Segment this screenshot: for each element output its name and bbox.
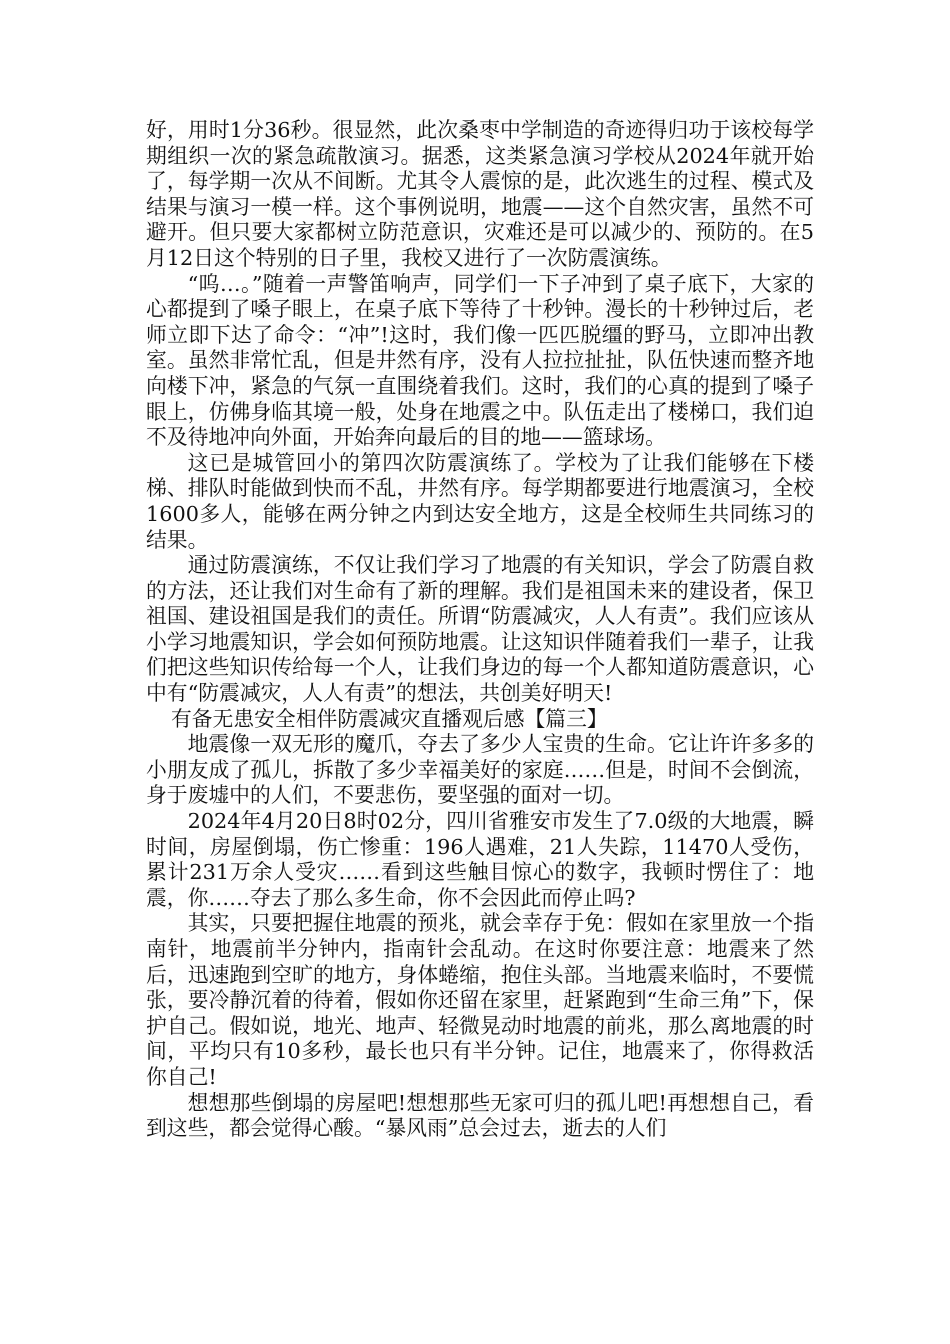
paragraph-5: 地震像一双无形的魔爪，夺去了多少人宝贵的生命。它让许许多多的小朋友成了孤儿，拆散了多少幸福美好的家庭……但是，时间不会倒流，身于废墟中的人们，不要悲伤，要坚强的面对一切。 xyxy=(146,732,814,808)
document-body xyxy=(146,118,814,1142)
paragraph-7: 其实，只要把握住地震的预兆，就会幸存于免：假如在家里放一个指南针，地震前半分钟内，指南针会乱动。在这时你要注意：地震来了然后，迅速跑到空旷的地方，身体蜷缩，抱住头部。当地震来临时，不要慌张，要冷静沉着的待着，假如你还留在家里，赶紧跑到“生命三角”下，保护自己。假如说，地光、地声、轻微晃动时地震的前兆，那么离地震的时间，平均只有10多秒，最长也只有半分钟。记住，地震来了，你得救活你自己! xyxy=(146,911,814,1089)
paragraph-6: 2024年4月20日8时02分，四川省雅安市发生了7.0级的大地震，瞬时间，房屋倒塌，伤亡惨重：196人遇难，21人失踪，11470人受伤，累计231万余人受灾……看到这些触目惊心的数字，我顿时愣住了：地震，你……夺去了那么多生命，你不会因此而停止吗? xyxy=(146,809,814,910)
paragraph-4: 通过防震演练，不仅让我们学习了地震的有关知识，学会了防震自救的方法，还让我们对生命有了新的理解。我们是祖国未来的建设者，保卫祖国、建设祖国是我们的责任。所谓“防震减灾，人人有责”。我们应该从小学习地震知识，学会如何预防地震。让这知识伴随着我们一辈子，让我们把这些知识传给每一个人，让我们身边的每一个人都知道防震意识，心中有“防震减灾，人人有责”的想法，共创美好明天! xyxy=(146,553,814,706)
section-heading: 有备无患安全相伴防震减灾直播观后感【篇三】 xyxy=(170,706,608,731)
paragraph-1: 好，用时1分36秒。很显然，此次桑枣中学制造的奇迹得归功于该校每学期组织一次的紧急疏散演习。据悉，这类紧急演习学校从2024年就开始了，每学期一次从不间断。尤其令人震惊的是，此次逃生的过程、模式及结果与演习一模一样。这个事例说明，地震——这个自然灾害，虽然不可避开。但只要大家都树立防范意识，灾难还是可以减少的、预防的。在5月12日这个特别的日子里，我校又进行了一次防震演练。 xyxy=(146,118,814,270)
paragraph-3: 这已是城管回小的第四次防震演练了。学校为了让我们能够在下楼梯、排队时能做到快而不乱，井然有序。每学期都要进行地震演习，全校1600多人，能够在两分钟之内到达安全地方，这是全校师生共同练习的结果。 xyxy=(146,450,814,552)
paragraph-8: 想想那些倒塌的房屋吧!想想那些无家可归的孤儿吧!再想想自己，看到这些，都会觉得心酸。“暴风雨”总会过去，逝去的人们 xyxy=(146,1090,814,1141)
paragraph-2: “呜…。”随着一声警笛响声，同学们一下子冲到了桌子底下，大家的心都提到了嗓子眼上，在桌子底下等待了十秒钟。漫长的十秒钟过后，老师立即下达了命令：“冲”!这时，我们像一匹匹脱缰的野马，立即冲出教室。虽然非常忙乱，但是井然有序，没有人拉拉扯扯，队伍快速而整齐地向楼下冲，紧急的气氛一直围绕着我们。这时，我们的心真的提到了嗓子眼上，仿佛身临其境一般，处身在地震之中。队伍走出了楼梯口，我们迫不及待地冲向外面，开始奔向最后的目的地——篮球场。 xyxy=(146,271,814,450)
